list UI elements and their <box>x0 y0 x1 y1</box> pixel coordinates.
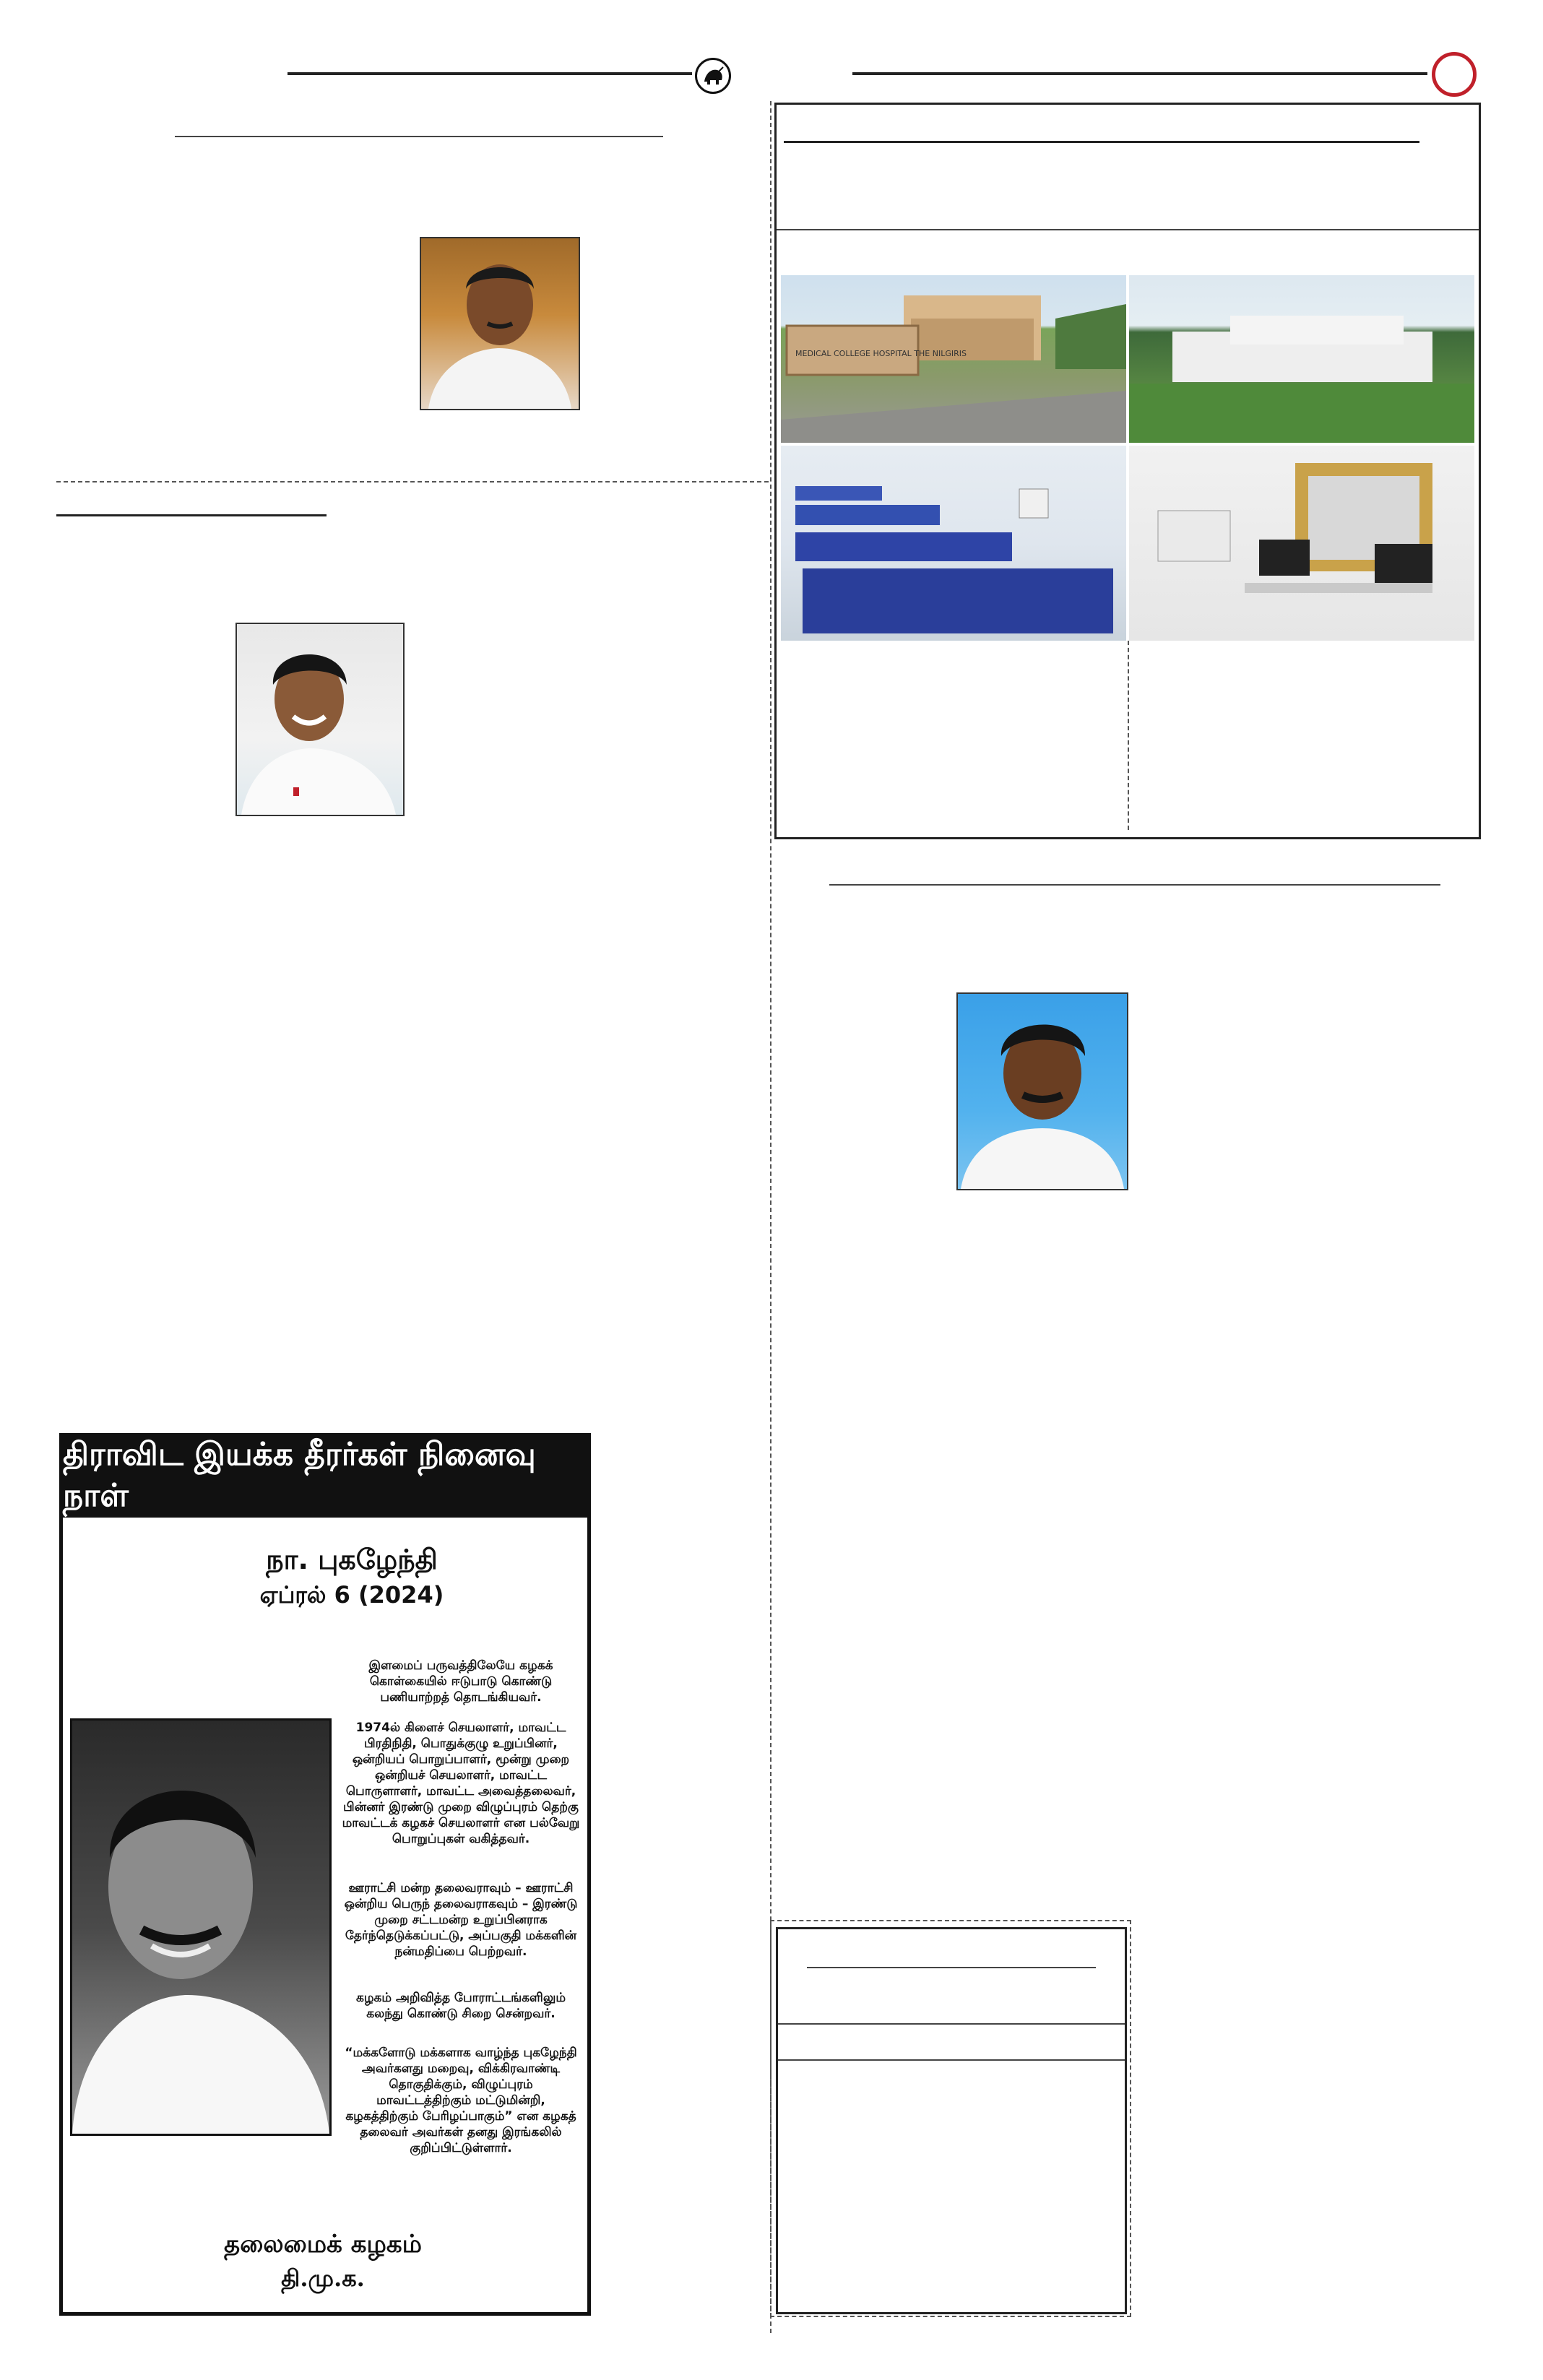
memorial-footer-line1: தலைமைக் கழகம் <box>224 2230 422 2259</box>
memorial-paragraph-3: ஊராட்சி மன்ற தலைவராவும் – ஊராட்சி ஒன்றிய பெருந் தலைவராகவும் – இரண்டு முறை சட்டமன்ற உறுப்பினராக தேர்ந்தெடுக்கப்பட்டு, அப்பகுதி மக்களின் நன்மதிப்பை பெற்றவர். <box>344 1881 578 1959</box>
portrait-photo-1 <box>420 237 580 410</box>
hospital-entrance-photo <box>781 275 1126 443</box>
memorial-portrait <box>70 1718 332 2136</box>
header-rule-left <box>288 72 692 75</box>
panel-divider <box>777 229 1479 230</box>
boxed-item-divider-1 <box>778 2023 1125 2025</box>
bottom-boxed-item <box>776 1927 1127 2314</box>
article1-rule <box>175 136 663 137</box>
memorial-paragraph-1: இளமைப் பருவத்திலேயே கழகக் கொள்கையில் ஈடுபாடு கொண்டு பணியாற்றத் தொடங்கியவர். <box>368 1658 553 1705</box>
memorial-advertisement <box>59 1433 591 2316</box>
hospital-ward-photo <box>781 446 1126 641</box>
hospital-scan-room-photo <box>1129 446 1474 641</box>
hospital-sign-text: MEDICAL COLLEGE HOSPITAL THE NILGIRIS <box>795 349 967 358</box>
hospital-feature-panel <box>774 103 1481 839</box>
party-logo-icon <box>1432 52 1477 97</box>
article3-rule <box>829 884 1440 886</box>
panel-caption-divider <box>1128 641 1129 830</box>
boxed-item-title-rule <box>807 1967 1096 1968</box>
portrait-photo-3 <box>956 992 1128 1190</box>
column-divider-horizontal <box>56 481 769 483</box>
portrait-photo-2 <box>235 623 405 816</box>
header-rule-right <box>852 72 1427 75</box>
memorial-paragraph-5: “மக்களோடு மக்களாக வாழ்ந்த புகழேந்தி அவர்களது மறைவு, விக்கிரவாண்டி தொகுதிக்கும், விழுப்புரம் மாவட்டத்திற்கும் மட்டுமின்றி, கழகத்திற்கும் பேரிழப்பாகும்” என கழகத் தலைவர் அவர்கள் தனது இரங்கலில் குறிப்பிட்டுள்ளார். <box>345 2046 577 2155</box>
memorial-paragraph-4: கழகம் அறிவித்த போராட்டங்களிலும் கலந்து கொண்டு சிறை சென்றவர். <box>355 1991 566 2021</box>
memorial-paragraph-2: 1974ல் கிளைச் செயலாளர், மாவட்ட பிரதிநிதி, பொதுக்குழு உறுப்பினர், ஒன்றியப் பொறுப்பாளர், மூன்று முறை ஒன்றியச் செயலாளர், மாவட்ட பொருளாளர், மாவட்ட அவைத்தலைவர், பின்னர் இரண்டு முறை விழுப்புரம் தெற்கு மாவட்டக் கழகச் செயலாளர் என பல்வேறு பொறுப்புகள் வகித்தவர். <box>342 1721 580 1846</box>
memorial-date: ஏப்ரல் 6 (2024) <box>259 1581 444 1609</box>
memorial-banner: திராவிட இயக்க தீரர்கள் நினைவு நாள் <box>63 1437 587 1518</box>
article2-rule <box>56 514 327 516</box>
panel-title-rule <box>784 141 1419 143</box>
boxed-item-divider-2 <box>778 2059 1125 2061</box>
hospital-campus-photo <box>1129 275 1474 443</box>
memorial-footer-line2: தி.மு.க. <box>281 2264 365 2292</box>
memorial-name: நா. புகழேந்தி <box>266 1544 438 1575</box>
emblem-icon <box>695 58 731 94</box>
